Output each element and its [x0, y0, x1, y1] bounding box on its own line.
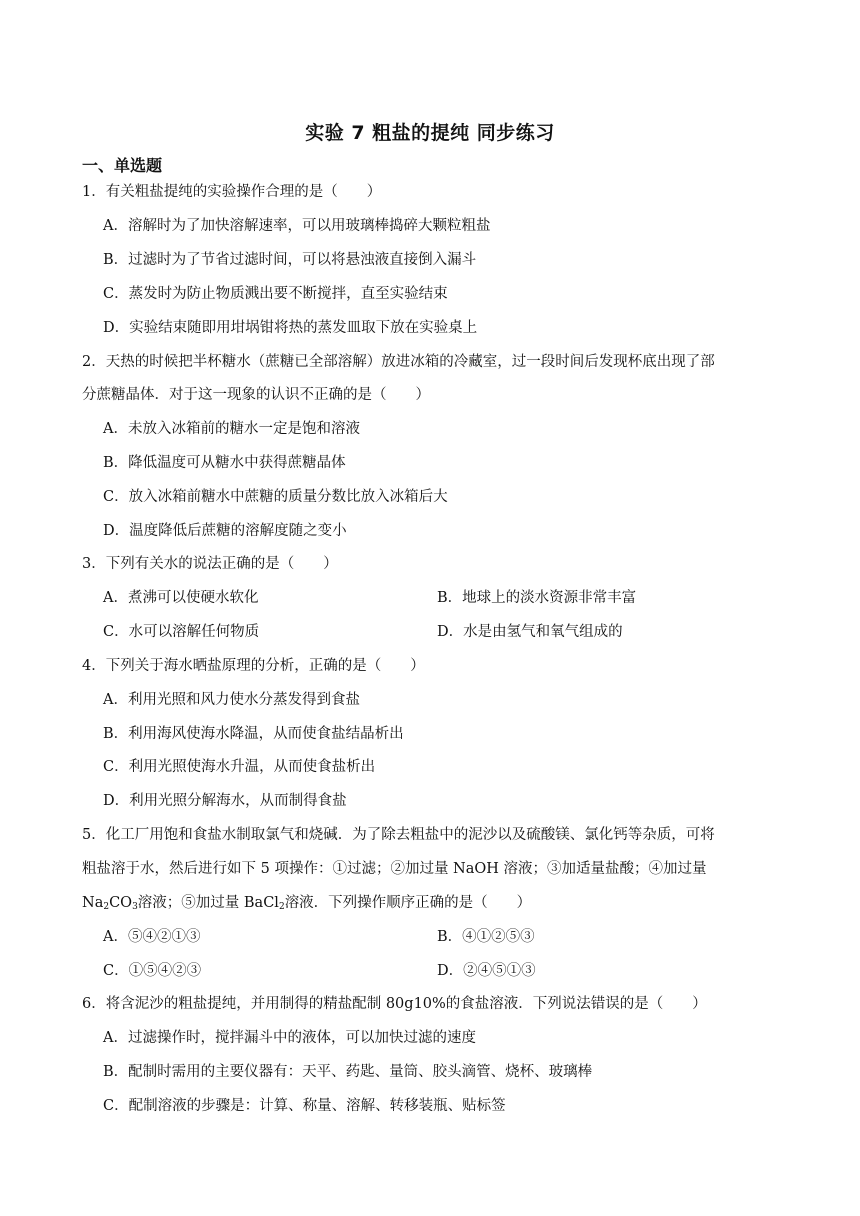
question-4-option-d: D．利用光照分解海水，从而制得食盐: [103, 793, 347, 809]
formula-subscript: 3: [132, 902, 138, 912]
formula-text: 溶液．下列操作顺序正确的是（ ）: [284, 895, 532, 911]
question-5-option-c: C．①⑤④②③: [103, 963, 202, 979]
question-5-stem-line-3: [82, 893, 531, 913]
question-2-option-b: B．降低温度可从糖水中获得蔗糖晶体: [103, 455, 346, 471]
question-1-option-a: A．溶解时为了加快溶解速率，可以用玻璃棒捣碎大颗粒粗盐: [103, 218, 491, 234]
formula-co: CO: [109, 895, 133, 911]
formula-text: 溶液；⑤加过量 BaCl: [137, 895, 279, 911]
question-5-option-a: A．⑤④②①③: [103, 929, 201, 945]
question-1-option-c: C．蒸发时为防止物质溅出要不断搅拌，直至实验结束: [103, 286, 448, 302]
question-3-option-a: A．煮沸可以使硬水软化: [103, 590, 259, 606]
question-6-option-a: A．过滤操作时，搅拌漏斗中的液体，可以加快过滤的速度: [103, 1030, 476, 1046]
question-1-option-d: D．实验结束随即用坩埚钳将热的蒸发皿取下放在实验桌上: [103, 320, 478, 336]
question-5-stem-line-2: 粗盐溶于水，然后进行如下 5 项操作：①过滤；②加过量 NaOH 溶液；③加适量盐酸；④加过量: [82, 861, 707, 877]
page-title: 实验 7 粗盐的提纯 同步练习: [305, 122, 555, 144]
question-5-stem-line-1: 5．化工厂用饱和食盐水制取氯气和烧碱．为了除去粗盐中的泥沙以及硫酸镁、氯化钙等杂质，可将: [82, 827, 715, 843]
question-4-option-a: A．利用光照和风力使水分蒸发得到食盐: [103, 692, 360, 708]
question-4-option-c: C．利用光照使海水升温，从而使食盐析出: [103, 759, 376, 775]
formula-na: Na: [82, 895, 104, 911]
question-2-option-c: C．放入冰箱前糖水中蔗糖的质量分数比放入冰箱后大: [103, 489, 448, 505]
question-2-stem-line-2: 分蔗糖晶体．对于这一现象的认识不正确的是（ ）: [82, 387, 430, 403]
question-3-stem: 3．下列有关水的说法正确的是（ ）: [82, 556, 338, 572]
question-3-option-c: C．水可以溶解任何物质: [103, 624, 260, 640]
question-1-stem: 1．有关粗盐提纯的实验操作合理的是（ ）: [82, 184, 382, 200]
question-5-option-d: D．②④⑤①③: [437, 963, 536, 979]
question-2-stem-line-1: 2．天热的时候把半杯糖水（蔗糖已全部溶解）放进冰箱的冷藏室，过一段时间后发现杯底出现了部: [82, 354, 715, 370]
question-1-option-b: B．过滤时为了节省过滤时间，可以将悬浊液直接倒入漏斗: [103, 252, 477, 268]
question-6-option-c: C．配制溶液的步骤是：计算、称量、溶解、转移装瓶、贴标签: [103, 1098, 506, 1114]
section-heading: 一、单选题: [82, 156, 163, 175]
formula-subscript: 2: [278, 902, 285, 912]
question-3-option-d: D．水是由氢气和氧气组成的: [437, 624, 623, 640]
question-3-option-b: B．地球上的淡水资源非常丰富: [437, 590, 637, 606]
question-4-option-b: B．利用海风使海水降温，从而使食盐结晶析出: [103, 726, 404, 742]
question-2-option-a: A．未放入冰箱前的糖水一定是饱和溶液: [103, 421, 360, 437]
formula-subscript: 2: [103, 902, 110, 912]
question-5-option-b: B．④①②⑤③: [437, 929, 535, 945]
question-6-stem: 6．将含泥沙的粗盐提纯，并用制得的精盐配制 80g10%的食盐溶液．下列说法错误的是（ ）: [82, 996, 707, 1012]
question-4-stem: 4．下列关于海水晒盐原理的分析，正确的是（ ）: [82, 658, 425, 674]
question-6-option-b: B．配制时需用的主要仪器有：天平、药匙、量筒、胶头滴管、烧杯、玻璃棒: [103, 1064, 593, 1080]
question-2-option-d: D．温度降低后蔗糖的溶解度随之变小: [103, 523, 347, 539]
